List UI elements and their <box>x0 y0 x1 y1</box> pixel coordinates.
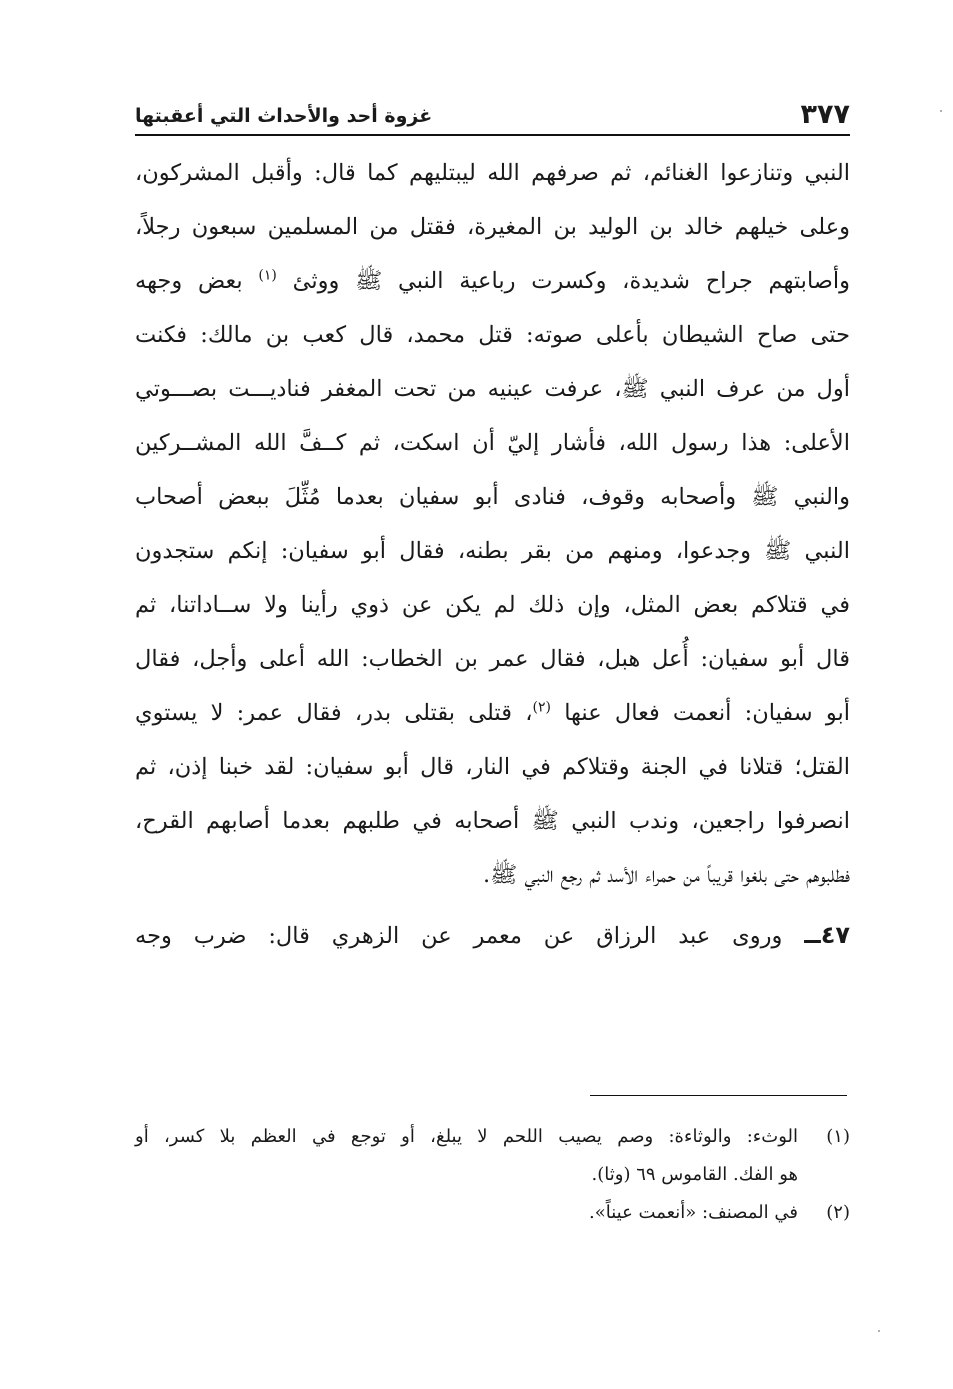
main-text <box>135 146 850 962</box>
text-line-part: ، قتلى بقتلى بدر، فقال عمر: لا يستوي <box>135 700 533 726</box>
footnote-reference[interactable]: (٢) <box>532 699 551 716</box>
running-title: غزوة أحد والأحداث التي أعقبتها <box>135 105 433 127</box>
footnote-number: (١) <box>826 1126 850 1147</box>
text-line: قال أبو سفيان: أُعل هبل، فقال عمر بن الخطاب: الله أعلى وأجل، فقال <box>135 646 850 672</box>
page-header <box>135 92 850 136</box>
text-line: القتل؛ قتلانا في الجنة وقتلاكم في النار، قال أبو سفيان: لقد خبنا إذن، ثم <box>135 754 850 780</box>
footnote-text: هو الفك. القاموس ٦٩ (وثا). <box>591 1164 798 1185</box>
scan-speck <box>940 110 942 112</box>
text-line: والنبي ﷺ وأصحابه وقوف، فنادى أبو سفيان بعدما مُثِّلَ ببعض أصحاب <box>135 484 850 510</box>
text-line <box>135 686 850 740</box>
text-line: أول من عرف النبي ﷺ، عرفت عينيه من تحت المغفر فناديـــت بصـــوتي <box>135 376 850 402</box>
paragraph-text: وروى عبد الرزاق عن معمر عن الزهري قال: ضرب وجه <box>135 923 783 949</box>
text-line <box>135 254 850 308</box>
text-line: الأعلى: هذا رسول الله، فأشار إليّ أن اسكت، ثم كــفَّ الله المشــركين <box>135 430 850 456</box>
footnote-divider <box>590 1095 847 1096</box>
text-line: في قتلاكم بعض المثل، وإن ذلك لم يكن عن ذوي رأينا ولا ســاداتنا، ثم <box>135 592 850 618</box>
text-line: النبي ﷺ وجدعوا، ومنهم من بقر بطنه، فقال أبو سفيان: إنكم ستجدون <box>135 538 850 564</box>
footnote-reference[interactable]: (١) <box>258 267 277 284</box>
text-line: النبي وتنازعوا الغنائم، ثم صرفهم الله ليبتليهم كما قال: وأقبل المشركون، <box>135 160 850 186</box>
footnote-text: في المصنف: «أنعمت عيناً». <box>588 1202 798 1223</box>
text-line: فطلبوهم حتى بلغوا قريباً من حمراء الأسد ثم رجع النبي ﷺ. <box>483 862 850 888</box>
footnote-2 <box>135 1194 850 1232</box>
paragraph-number: ٤٧ــ <box>804 921 850 949</box>
text-line: انصرفوا راجعين، وندب النبي ﷺ أصحابه في طلبهم بعدما أصابهم القرح، <box>135 808 850 834</box>
text-line: حتى صاح الشيطان بأعلى صوته: قتل محمد، قال كعب بن مالك: فكنت <box>135 322 850 348</box>
text-line: وعلى خيلهم خالد بن الوليد بن المغيرة، فقتل من المسلمين سبعون رجلاً، <box>135 214 850 240</box>
footnote-number: (٢) <box>826 1202 850 1223</box>
footnote-1-continued <box>135 1156 850 1194</box>
paragraph-47 <box>135 908 850 962</box>
text-line-part: أبو سفيان: أنعمت فعال عنها <box>564 700 851 726</box>
scan-speck <box>878 1330 880 1332</box>
page-number: ٣٧٧ <box>800 99 850 130</box>
footnote-1 <box>135 1118 850 1156</box>
footnotes <box>135 1118 850 1232</box>
footnote-text: الوثء: والوثاءة: وصم يصيب اللحم لا يبلغ، أو توجع في العظم بلا كسر، أو <box>135 1126 798 1147</box>
text-line-part: وأصابتهم جراح شديدة، وكسرت رباعية النبي ﷺ ووثئ <box>292 268 851 294</box>
text-line-part: بعض وجهه <box>135 268 243 294</box>
